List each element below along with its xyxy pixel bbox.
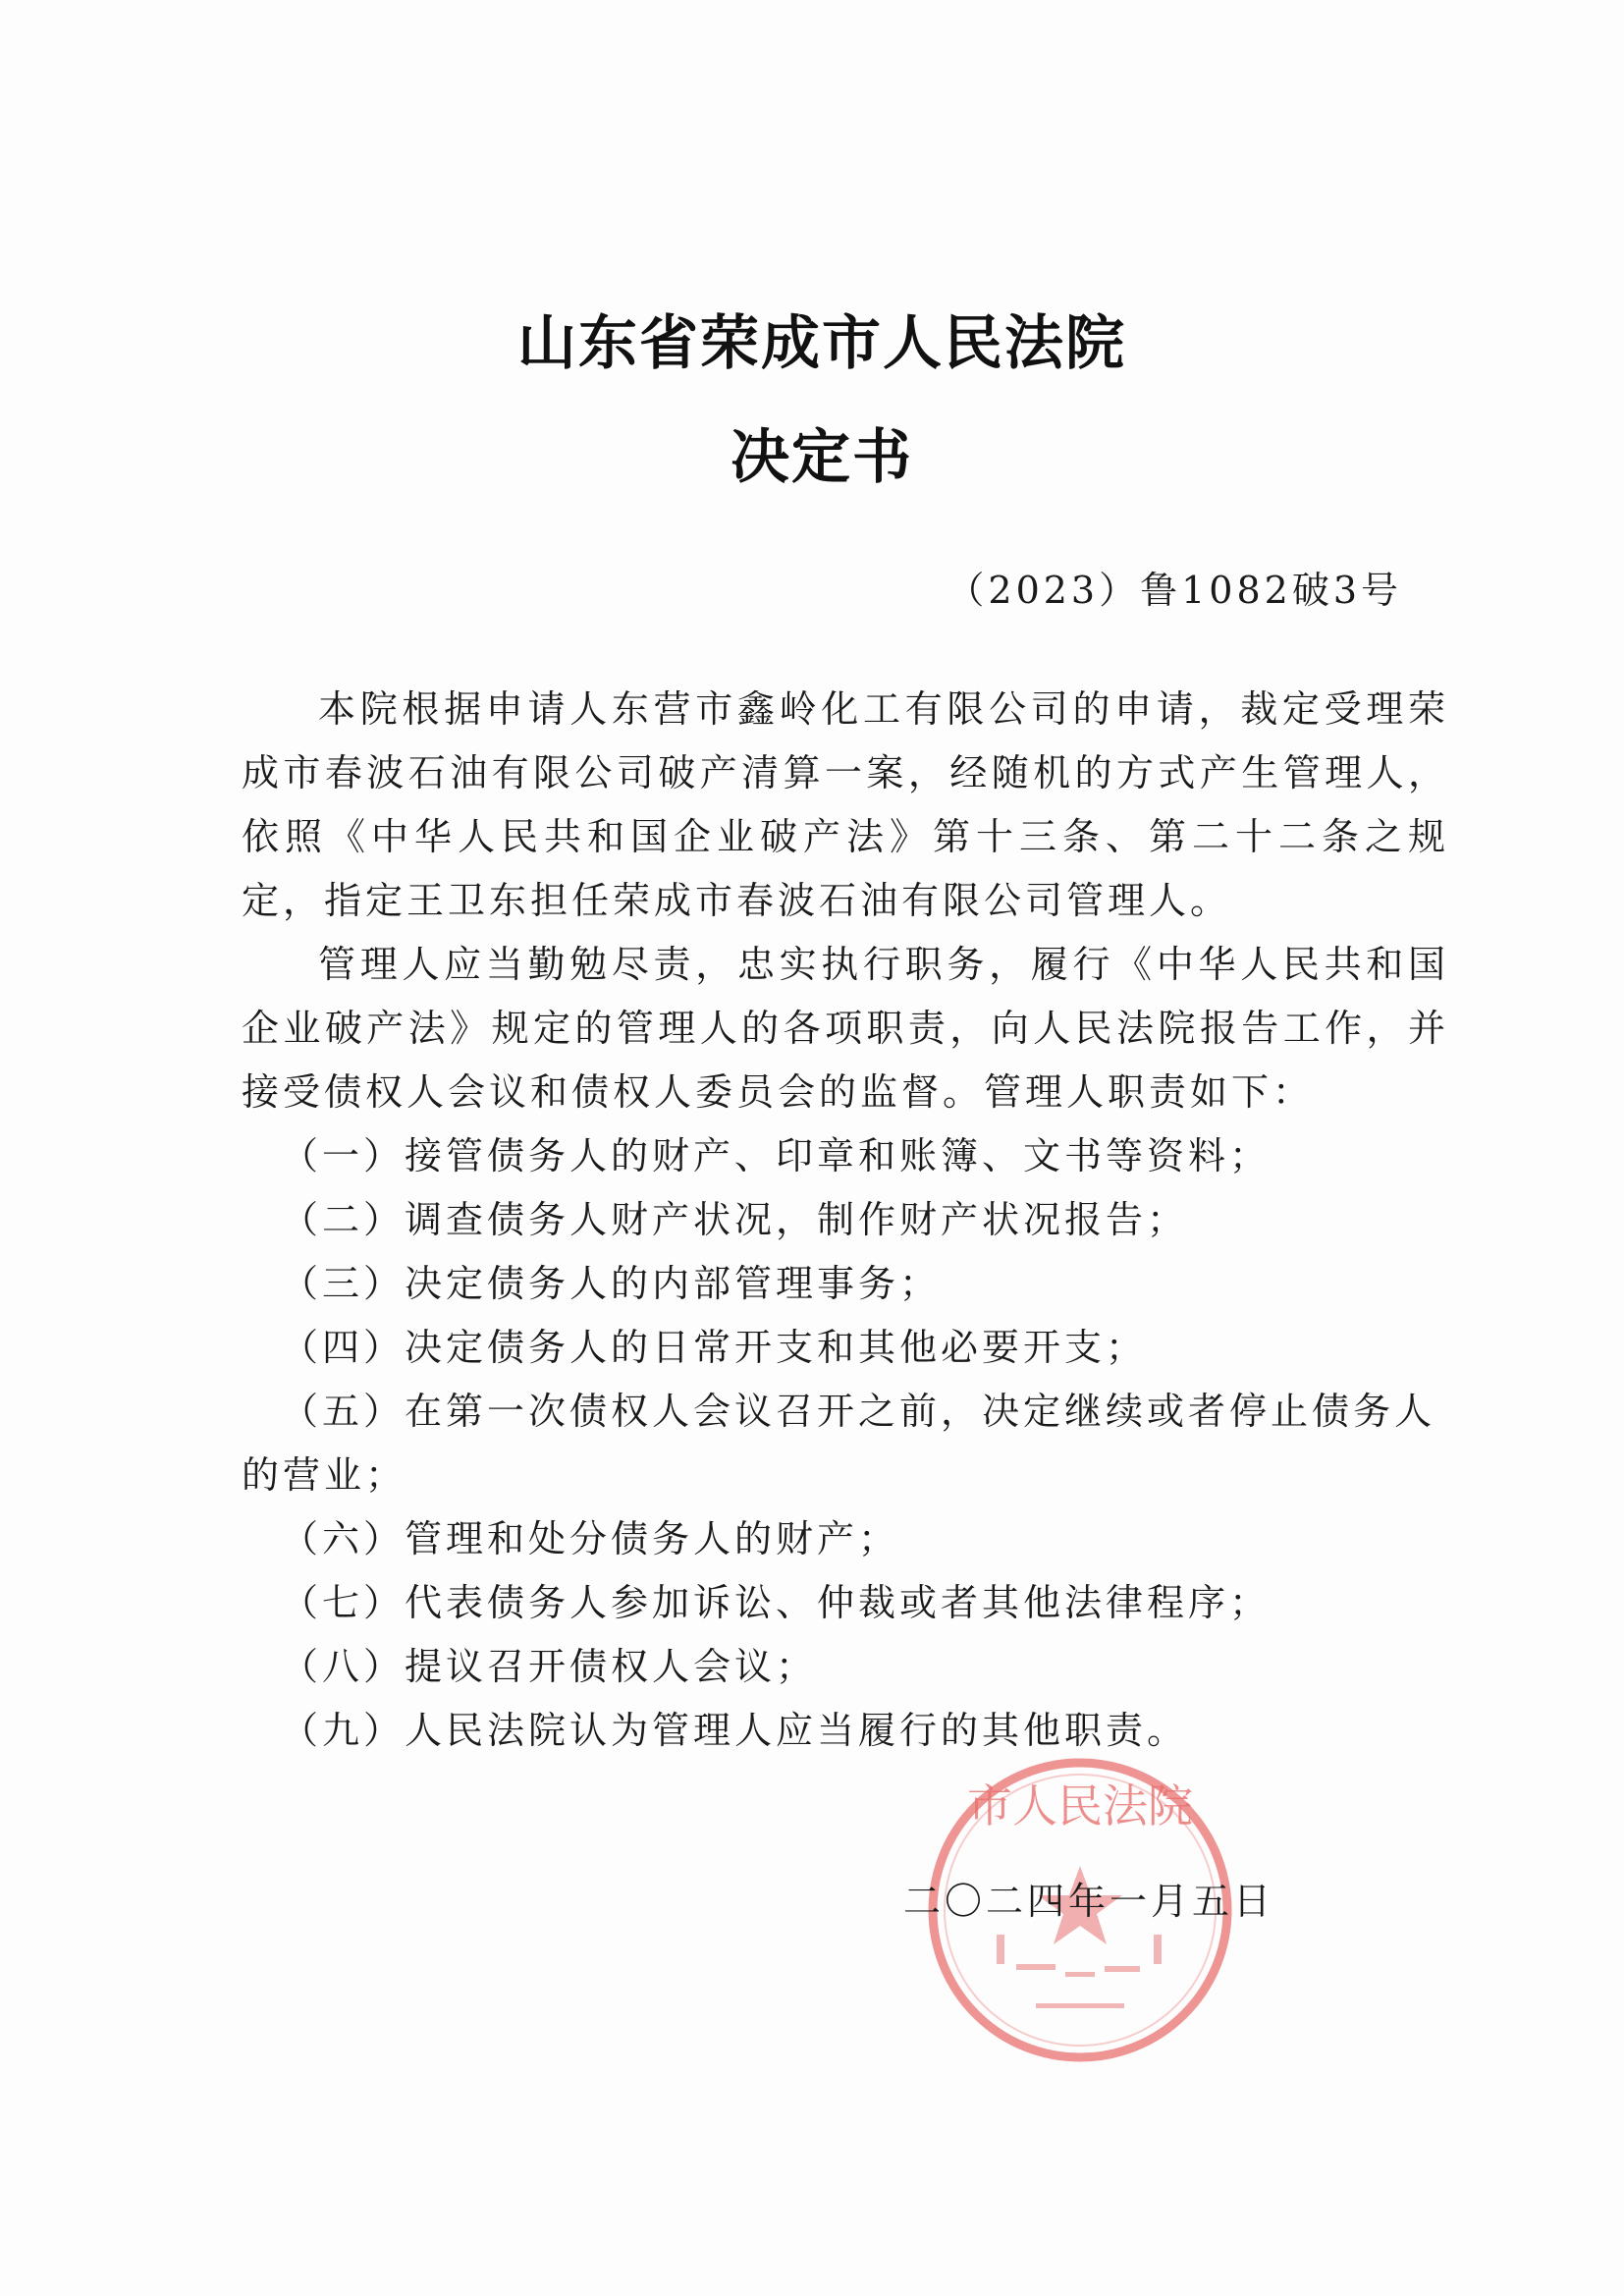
duty-item-3: （三）决定债务人的内部管理事务； xyxy=(281,1262,942,1305)
seal-text: 市人民法院 xyxy=(967,1779,1193,1832)
case-number: （2023）鲁1082破3号 xyxy=(947,569,1402,612)
duty-item-4: （四）决定债务人的日常开支和其他必要开支； xyxy=(281,1326,1148,1369)
duty-item-6: （六）管理和处分债务人的财产； xyxy=(281,1517,900,1560)
issue-date: 二〇二四年一月五日 xyxy=(903,1880,1275,1923)
duty-item-2: （二）调查债务人财产状况，制作财产状况报告； xyxy=(281,1198,1189,1241)
body-paragraph-2: 管理人应当勤勉尽责，忠实执行职务，履行《中华人民共和国企业破产法》规定的管理人的各项职责，向人民法院报告工作，并接受债权人会议和债权人委员会的监督。管理人职责如下： xyxy=(242,943,1449,1114)
duty-item-5: （五）在第一次债权人会议召开之前，决定继续或者停止债务人的营业； xyxy=(242,1390,1436,1497)
court-name-heading: 山东省荣成市人民法院 xyxy=(517,309,1126,378)
duty-item-8: （八）提议召开债权人会议； xyxy=(281,1645,818,1688)
duty-list xyxy=(242,1124,1449,1763)
duty-item-9: （九）人民法院认为管理人应当履行的其他职责。 xyxy=(281,1709,1189,1752)
body-paragraph-1: 本院根据申请人东营市鑫岭化工有限公司的申请，裁定受理荣成市春波石油有限公司破产清算一案，经随机的方式产生管理人，依照《中华人民共和国企业破产法》第十三条、第二十二条之规定，指定王卫东担任荣成市春波石油有限公司管理人。 xyxy=(242,687,1449,922)
duty-item-7: （七）代表债务人参加诉讼、仲裁或者其他法律程序； xyxy=(281,1581,1272,1624)
duty-item-1: （一）接管债务人的财产、印章和账簿、文书等资料； xyxy=(281,1134,1272,1177)
seal-texture xyxy=(997,1935,1162,2008)
document-type-heading: 决定书 xyxy=(731,423,913,492)
